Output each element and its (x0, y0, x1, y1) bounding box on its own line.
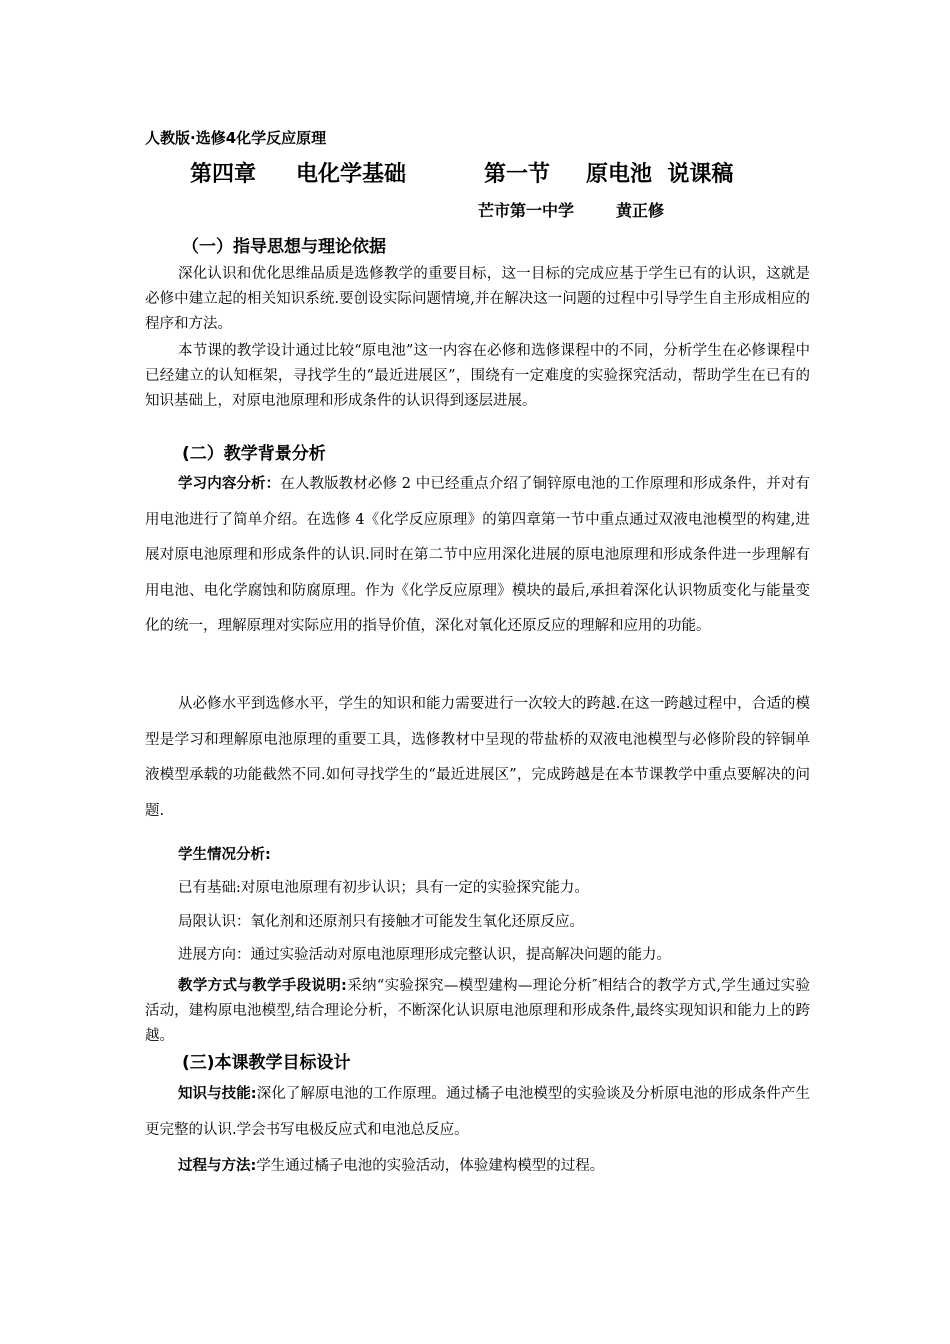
chapter-number: 第四章 (190, 162, 257, 187)
student-analysis-heading: 学生情况分析: (178, 847, 271, 863)
section-heading-2: (二）教学背景分析 (182, 444, 326, 464)
section-name: 原电池 说课稿 (586, 162, 734, 187)
page-title (190, 157, 733, 188)
process-text: 学生通过橘子电池的实验活动，体验建构模型的过程。 (256, 1158, 605, 1174)
knowledge-lead: 知识与技能: (178, 1086, 257, 1102)
section1-paragraph-2: 本节课的教学设计通过比较“原电池”这一内容在必修和选修课程中的不同，分析学生在必修课程中已经建立的认知框架，寻找学生的“最近进展区”，围绕有一定难度的实验探究活动，帮助学生在已有的知识基础上，对原电池原理和形成条件的认识得到逐层进展。 (145, 343, 810, 409)
section1-paragraph-1: 深化认识和优化思维品质是选修教学的重要目标，这一目标的完成应基于学生已有的认识，这就是必修中建立起的相关知识系统.要创设实际问题情境,并在解决这一问题的过程中引导学生自主形成相应的程序和方法。 (145, 266, 810, 332)
school-name: 芒市第一中学 (478, 201, 575, 220)
process-paragraph (145, 1149, 810, 1185)
knowledge-paragraph (145, 1077, 810, 1148)
content-analysis-paragraph (145, 467, 810, 645)
section-heading-3: (三)本课教学目标设计 (182, 1053, 351, 1073)
content-analysis-text: 在人教版教材必修 2 中已经重点介绍了铜锌原电池的工作原理和形成条件，并对有用电池进行了简单介绍。在选修 4《化学反应原理》的第四章第一节中重点通过双液电池模型的构建,进展对原电池原理和形成条件的认识.同时在第二节中应用深化进展的原电池原理和形成条件进一步理解有用电池、电化学腐蚀和防腐原理。作为《化学反应原理》模块的最后,承担着深化认识物质变化与能量变化的统一，理解原理对实际应用的指导价值，深化对氧化还原反应的理解和应用的功能。 (145, 476, 810, 634)
knowledge-text: 深化了解原电池的工作原理。通过橘子电池模型的实验谈及分析原电池的形成条件产生更完整的认识.学会书写电极反应式和电池总反应。 (145, 1086, 810, 1138)
author-name: 黄正修 (616, 201, 665, 220)
textbook-header: 人教版·选修4化学反应原理 (145, 129, 327, 147)
student-direction: 进展方向：通过实验活动对原电池原理形成完整认识，提高解决问题的能力。 (178, 947, 671, 963)
method-text: 采纳“实验探究—模型建构—理论分析″相结合的教学方式,学生通过实验活动，建构原电池模型,结合理论分析，不断深化认识原电池原理和形成条件,最终实现知识和能力上的跨越。 (145, 978, 810, 1044)
chapter-name: 电化学基础 (296, 162, 407, 187)
section2-paragraph-2: 从必修水平到选修水平，学生的知识和能力需要进行一次较大的跨越.在这一跨越过程中，合适的模型是学习和理解原电池原理的重要工具，选修教材中呈现的带盐桥的双液电池模型与必修阶段的锌铜单液模型承载的功能截然不同.如何寻找学生的“最近进展区”，完成跨越是在本节课教学中重点要解决的问题. (145, 696, 810, 819)
process-lead: 过程与方法: (178, 1158, 257, 1174)
content-analysis-lead: 学习内容分析： (178, 476, 281, 492)
method-lead: 教学方式与教学手段说明: (178, 978, 347, 994)
author-line (478, 198, 664, 221)
student-basis: 已有基础:对原电池原理有初步认识；具有一定的实验探究能力。 (178, 880, 589, 896)
section-number: 第一节 (484, 162, 551, 187)
section-heading-1: （一）指导思想与理论依据 (182, 237, 386, 257)
method-paragraph (145, 974, 810, 1049)
student-limit: 局限认识：氧化剂和还原剂只有接触才可能发生氧化还原反应。 (178, 914, 584, 930)
